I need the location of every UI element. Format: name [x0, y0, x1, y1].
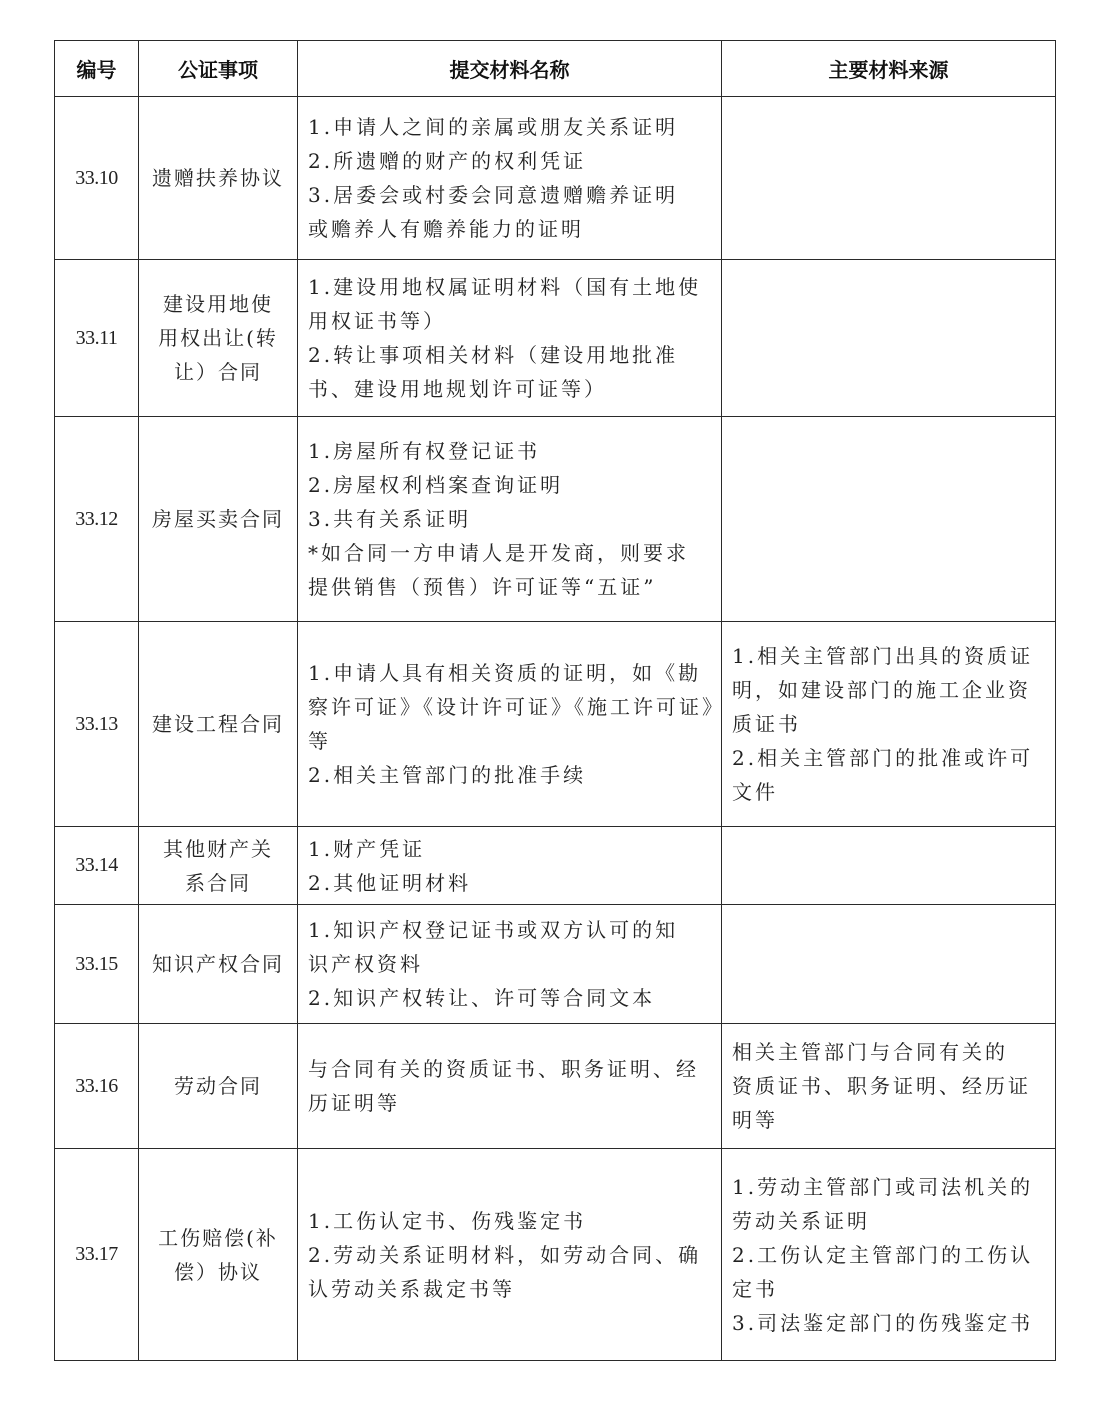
row-sources — [722, 417, 1056, 622]
row-sources-line: 1.相关主管部门出具的资质证 — [732, 644, 1034, 668]
row-materials-line: 1.工伤认定书、伤残鉴定书 — [308, 1208, 587, 1233]
row-item — [139, 1024, 298, 1149]
row-materials-line: 1.房屋所有权登记证书 — [308, 439, 541, 463]
row-item-line: 遗赠扶养协议 — [152, 166, 284, 190]
row-materials-line: 1.申请人之间的亲属或朋友关系证明 — [308, 115, 679, 139]
header-row — [55, 41, 1056, 97]
row-sources-line: 2.相关主管部门的批准或许可 — [732, 746, 1034, 770]
header-item: 公证事项 — [139, 41, 298, 97]
table-row — [55, 1149, 1056, 1361]
row-sources-line: 明等 — [732, 1108, 778, 1132]
row-materials-line: 3.居委会或村委会同意遗赠赡养证明 — [308, 183, 679, 207]
table-row — [55, 260, 1056, 417]
row-materials-line: 2.劳动关系证明材料，如劳动合同、确 — [308, 1242, 702, 1267]
row-materials-line: 察许可证》《设计许可证》《施工许可证》 — [308, 695, 725, 719]
row-item-line: 让）合同 — [174, 360, 262, 384]
row-materials-line: 2.其他证明材料 — [308, 870, 472, 895]
row-materials-line: 与合同有关的资质证书、职务证明、经 — [308, 1057, 699, 1081]
row-sources-line: 1.劳动主管部门或司法机关的 — [732, 1174, 1034, 1199]
row-sources — [722, 260, 1056, 417]
row-materials-line: 3.共有关系证明 — [308, 507, 472, 531]
row-materials-line: 或赡养人有赡养能力的证明 — [308, 217, 584, 241]
table-row — [55, 905, 1056, 1024]
row-materials-line: 2.房屋权利档案查询证明 — [308, 473, 564, 497]
row-materials-line: 认劳动关系裁定书等 — [308, 1276, 515, 1301]
row-sources-line: 2.工伤认定主管部门的工伤认 — [732, 1242, 1034, 1267]
row-item-line: 其他财产关 — [163, 836, 273, 861]
row-id: 33.14 — [55, 827, 139, 905]
row-item — [139, 905, 298, 1024]
row-sources-line: 文件 — [732, 780, 778, 804]
row-item — [139, 417, 298, 622]
header-materials: 提交材料名称 — [298, 41, 722, 97]
row-materials-line: 提供销售（预售）许可证等“五证” — [308, 575, 657, 599]
row-materials-line: 等 — [308, 729, 331, 753]
row-materials-line: 2.知识产权转让、许可等合同文本 — [308, 986, 656, 1010]
row-sources-line: 相关主管部门与合同有关的 — [732, 1040, 1008, 1064]
row-id: 33.15 — [55, 905, 139, 1024]
row-materials — [298, 1024, 722, 1149]
table-row — [55, 417, 1056, 622]
row-sources-line: 定书 — [732, 1276, 778, 1301]
row-id: 33.16 — [55, 1024, 139, 1149]
row-id: 33.17 — [55, 1149, 139, 1361]
row-sources — [722, 827, 1056, 905]
row-materials-line: 1.财产凭证 — [308, 836, 426, 861]
row-item-line: 房屋买卖合同 — [152, 507, 284, 531]
row-materials-line: 1.知识产权登记证书或双方认可的知 — [308, 918, 679, 942]
row-item-line: 用权出让(转 — [158, 326, 278, 350]
row-materials-line: 历证明等 — [308, 1091, 400, 1115]
row-materials-line: 用权证书等） — [308, 309, 446, 333]
table-row — [55, 1024, 1056, 1149]
row-id: 33.12 — [55, 417, 139, 622]
row-materials — [298, 622, 725, 827]
row-item — [139, 260, 298, 417]
row-id: 33.11 — [55, 260, 139, 417]
row-materials-line: 2.所遗赠的财产的权利凭证 — [308, 149, 587, 173]
row-materials-line: 2.转让事项相关材料（建设用地批准 — [308, 343, 679, 367]
row-sources — [722, 622, 1056, 827]
row-item-line: 偿）协议 — [174, 1259, 262, 1284]
row-id: 33.13 — [55, 622, 139, 827]
row-materials-line: *如合同一方申请人是开发商，则要求 — [308, 541, 689, 565]
row-item — [139, 97, 298, 260]
row-item — [139, 1149, 298, 1361]
table-row — [55, 827, 1056, 905]
row-materials — [298, 97, 722, 260]
header-id: 编号 — [55, 41, 139, 97]
row-materials-line: 1.申请人具有相关资质的证明，如《勘 — [308, 661, 702, 685]
row-sources — [722, 1024, 1056, 1149]
table-row — [55, 97, 1056, 260]
row-materials — [298, 260, 722, 417]
row-sources-line: 资质证书、职务证明、经历证 — [732, 1074, 1031, 1098]
row-materials — [298, 905, 722, 1024]
row-item-line: 系合同 — [185, 870, 251, 895]
row-sources — [722, 905, 1056, 1024]
row-sources — [722, 1149, 1056, 1361]
row-materials-line: 2.相关主管部门的批准手续 — [308, 763, 587, 787]
row-materials-line: 1.建设用地权属证明材料（国有土地使 — [308, 275, 702, 299]
row-item — [139, 827, 298, 905]
row-materials — [298, 1149, 722, 1361]
row-item-line: 知识产权合同 — [152, 952, 284, 976]
row-materials-line: 书、建设用地规划许可证等） — [308, 377, 607, 401]
row-id: 33.10 — [55, 97, 139, 260]
row-sources-line: 3.司法鉴定部门的伤残鉴定书 — [732, 1310, 1034, 1335]
table-row — [55, 622, 1056, 827]
row-sources — [722, 97, 1056, 260]
row-item — [139, 622, 298, 827]
row-sources-line: 质证书 — [732, 712, 801, 736]
row-item-line: 建设工程合同 — [152, 712, 284, 736]
row-item-line: 劳动合同 — [174, 1074, 262, 1098]
row-materials — [298, 827, 722, 905]
row-item-line: 工伤赔偿(补 — [158, 1225, 278, 1250]
header-sources: 主要材料来源 — [722, 41, 1056, 97]
row-sources-line: 明，如建设部门的施工企业资 — [732, 678, 1031, 702]
row-sources-line: 劳动关系证明 — [732, 1208, 870, 1233]
row-item-line: 建设用地使 — [163, 292, 273, 316]
row-materials-line: 识产权资料 — [308, 952, 423, 976]
notarization-materials-table — [54, 40, 1056, 1361]
row-materials — [298, 417, 722, 622]
